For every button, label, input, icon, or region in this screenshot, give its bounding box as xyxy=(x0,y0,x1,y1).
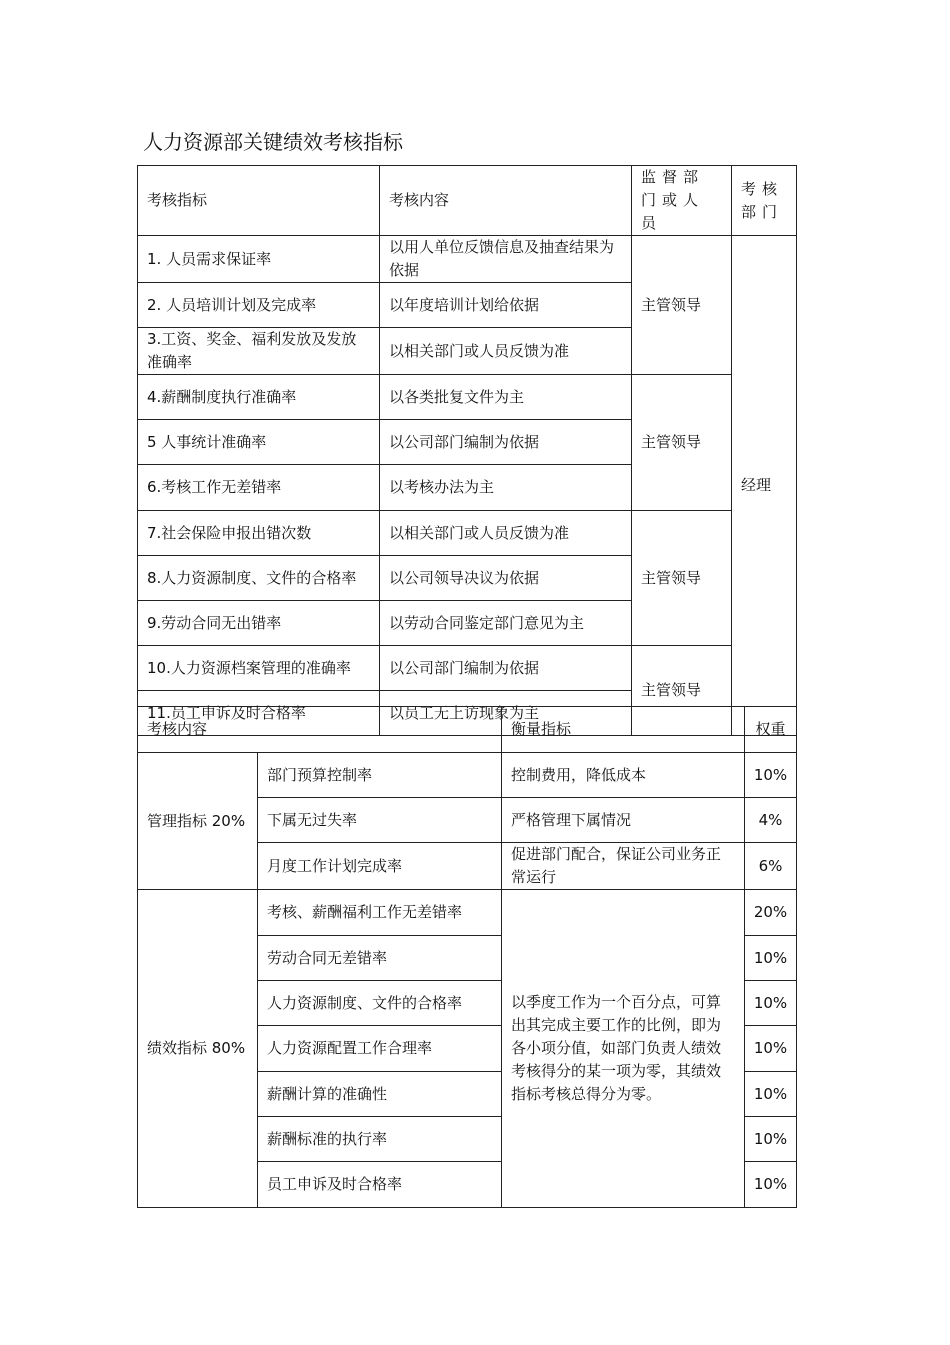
row-indicator: 9.劳动合同无出错率 xyxy=(138,601,380,646)
performance-measure: 以季度工作为一个百分点，可算出其完成主要工作的比例，即为各小项分值，如部门负责人绩效考核得分的某一项为零，其绩效指标考核总得分为零。 xyxy=(502,890,745,1208)
header-assessor: 考核部门 xyxy=(732,166,797,236)
item-weight: 4% xyxy=(745,798,797,843)
table-header-row xyxy=(138,166,797,236)
table-row xyxy=(138,236,797,283)
row-indicator: 1. 人员需求保证率 xyxy=(138,236,380,283)
row-indicator: 3.工资、奖金、福利发放及发放准确率 xyxy=(138,328,380,375)
row-indicator: 10.人力资源档案管理的准确率 xyxy=(138,646,380,691)
row-indicator: 4.薪酬制度执行准确率 xyxy=(138,375,380,420)
row-indicator: 7.社会保险申报出错次数 xyxy=(138,511,380,556)
table-row xyxy=(138,511,797,556)
row-indicator: 11.员工申诉及时合格率 xyxy=(138,691,380,736)
item-name: 下属无过失率 xyxy=(258,798,502,843)
supervisor-cell: 主管领导 xyxy=(632,236,732,375)
item-weight: 10% xyxy=(745,1117,797,1162)
row-content: 以考核办法为主 xyxy=(380,465,632,511)
item-measure: 控制费用，降低成本 xyxy=(502,753,745,798)
item-measure: 促进部门配合，保证公司业务正常运行 xyxy=(502,843,745,890)
row-content: 以年度培训计划给依据 xyxy=(380,283,632,328)
row-content: 以劳动合同鉴定部门意见为主 xyxy=(380,601,632,646)
item-name: 薪酬计算的准确性 xyxy=(258,1072,502,1117)
item-weight: 20% xyxy=(745,890,797,936)
item-weight: 10% xyxy=(745,1162,797,1208)
item-name: 人力资源配置工作合理率 xyxy=(258,1026,502,1072)
management-label: 管理指标 20% xyxy=(138,753,258,890)
item-measure: 严格管理下属情况 xyxy=(502,798,745,843)
supervisor-cell: 主管领导 xyxy=(632,511,732,646)
item-name: 人力资源制度、文件的合格率 xyxy=(258,981,502,1026)
row-content: 以相关部门或人员反馈为准 xyxy=(380,328,632,375)
kpi-table xyxy=(137,165,797,736)
row-content: 以公司领导决议为依据 xyxy=(380,556,632,601)
header-indicator: 考核指标 xyxy=(138,166,380,236)
header-weight: 权重 xyxy=(745,707,797,753)
table-row xyxy=(138,753,797,798)
row-content: 以公司部门编制为依据 xyxy=(380,420,632,465)
item-weight: 10% xyxy=(745,1072,797,1117)
table-header-row xyxy=(138,707,797,753)
row-content: 以相关部门或人员反馈为准 xyxy=(380,511,632,556)
performance-label: 绩效指标 80% xyxy=(138,890,258,1208)
item-weight: 10% xyxy=(745,1026,797,1072)
row-indicator: 2. 人员培训计划及完成率 xyxy=(138,283,380,328)
page-title: 人力资源部关键绩效考核指标 xyxy=(143,130,403,154)
header-measure: 衡量指标 xyxy=(502,707,745,753)
header-supervisor: 监督部门或人员 xyxy=(632,166,732,236)
table-row xyxy=(138,646,797,691)
row-indicator: 6.考核工作无差错率 xyxy=(138,465,380,511)
item-weight: 10% xyxy=(745,753,797,798)
item-name: 薪酬标准的执行率 xyxy=(258,1117,502,1162)
item-name: 考核、薪酬福利工作无差错率 xyxy=(258,890,502,936)
item-name: 员工申诉及时合格率 xyxy=(258,1162,502,1208)
table-row xyxy=(138,375,797,420)
row-content: 以公司部门编制为依据 xyxy=(380,646,632,691)
row-content: 以各类批复文件为主 xyxy=(380,375,632,420)
supervisor-cell: 主管领导 xyxy=(632,646,732,736)
item-name: 部门预算控制率 xyxy=(258,753,502,798)
row-indicator: 8.人力资源制度、文件的合格率 xyxy=(138,556,380,601)
header-content: 考核内容 xyxy=(380,166,632,236)
row-content: 以用人单位反馈信息及抽查结果为依据 xyxy=(380,236,632,283)
item-weight: 6% xyxy=(745,843,797,890)
header-content: 考核内容 xyxy=(138,707,502,753)
row-indicator: 5 人事统计准确率 xyxy=(138,420,380,465)
table-row xyxy=(138,890,797,936)
item-weight: 10% xyxy=(745,981,797,1026)
item-name: 劳动合同无差错率 xyxy=(258,936,502,981)
item-weight: 10% xyxy=(745,936,797,981)
item-name: 月度工作计划完成率 xyxy=(258,843,502,890)
row-content: 以员工无上访现象为主 xyxy=(380,691,632,736)
supervisor-cell: 主管领导 xyxy=(632,375,732,511)
assessor-cell: 经理 xyxy=(732,236,797,736)
weight-table xyxy=(137,706,797,1208)
